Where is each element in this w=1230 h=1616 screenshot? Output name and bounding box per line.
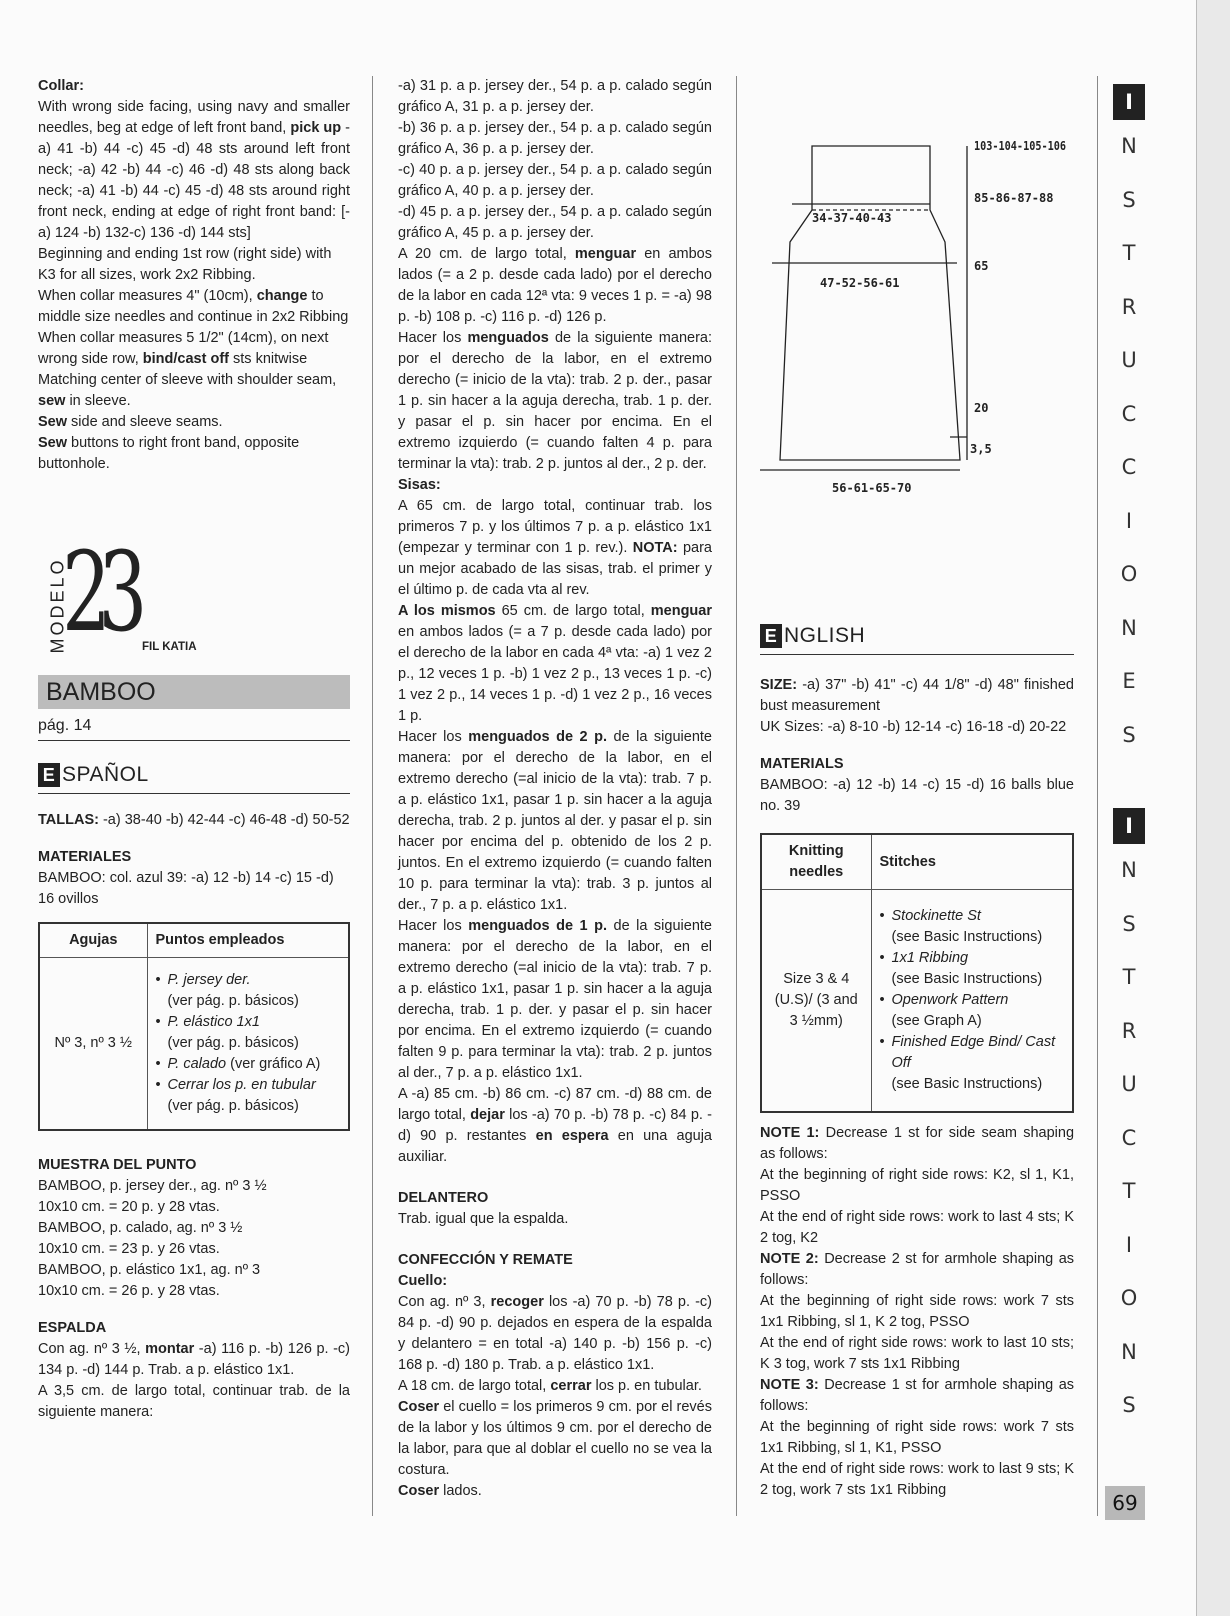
list-item: • Openwork Pattern (see Graph A) [880, 990, 1065, 1032]
dejar-text: A -a) 85 cm. -b) 86 cm. -c) 87 cm. -d) 88 cm. de largo total, dejar los -a) 70 p. -b) 78 p. -c) 84 p. -d) 90 p. restantes en espera en una aguja auxiliar. [398, 1086, 713, 1165]
tab-letter: U [1121, 348, 1137, 372]
page-edge [1196, 0, 1230, 1616]
section-letter: E [38, 763, 60, 787]
note-line: At the beginning of right side rows: K2, sl 1, K1, PSSO [760, 1166, 1074, 1204]
tab-letter: R [1121, 294, 1137, 319]
tab-letter: I [1113, 808, 1145, 844]
side-tab-spanish [1107, 84, 1151, 762]
note-line: At the beginning of right side rows: work 7 sts 1x1 Ribbing, sl 1, K 2 tog, PSSO [760, 1292, 1074, 1330]
espalda-text: A 3,5 cm. de largo total, continuar trab. de la siguiente manera: [38, 1382, 350, 1420]
note-line: At the end of right side rows: work to last 10 sts; K 3 tog, work 7 sts 1x1 Ribbing [760, 1334, 1074, 1372]
muestra-line: 10x10 cm. = 20 p. y 28 vtas. [38, 1198, 220, 1215]
stitch-list [880, 906, 1065, 1095]
pattern-line: -c) 40 p. a p. jersey der., 54 p. a p. calado según gráfico A, 40 p. a p. jersey der. [398, 162, 712, 199]
coser-text: Coser el cuello = los primeros 9 cm. por el revés de la labor y los últimos 9 cm. por el derecho de la labor, para que al doblar el cuello no se vea la costura. [398, 1399, 712, 1478]
table-cell [871, 890, 1073, 1112]
tab-letter: S [1122, 1393, 1136, 1417]
tab-letter: O [1120, 1286, 1138, 1310]
collar-heading: Collar: [38, 78, 84, 94]
tab-letter: S [1122, 722, 1136, 747]
top-width-label: 103-104-105-106 [974, 139, 1067, 154]
note-line: At the end of right side rows: work to last 9 sts; K 2 tog, work 7 sts 1x1 Ribbing [760, 1460, 1074, 1498]
espalda-text: Con ag. nº 3 ½, montar -a) 116 p. -b) 126 p. -c) 134 p. -d) 144 p. Trab. a p. elástico 1x1. [38, 1340, 350, 1378]
collar-paragraph: When collar measures 4" (10cm), change to middle size needles and continue in 2x2 Ribbing [38, 288, 349, 325]
neck-width-label: 34-37-40-43 [812, 211, 892, 225]
table-header: Stitches [871, 834, 1073, 890]
yarn-title-bar: BAMBOO [38, 675, 350, 709]
muestra-line: BAMBOO, p. calado, ag. nº 3 ½ [38, 1219, 243, 1236]
tab-letter: O [1120, 562, 1138, 586]
sisas-text: A 65 cm. de largo total, continuar trab. los primeros 7 p. y los últimos 7 p. a p. elástico 1x1 (empezar y terminar con 1 p. rev.). NOTA: para un mejor acabado de las sisas, trab. el primer y el último p. de cada vta al rev. [398, 498, 713, 598]
tab-letter: N [1121, 858, 1137, 882]
tab-letter: I [1113, 84, 1145, 120]
collar-paragraph: Matching center of sleeve with shoulder seam, [38, 372, 337, 388]
tab-letter: C [1121, 455, 1137, 479]
confeccion-heading: CONFECCIÓN Y REMATE [398, 1252, 573, 1268]
collar-paragraph: Sew side and sleeve seams. [38, 414, 223, 430]
table-cell: Size 3 & 4 (U.S)/ (3 and 3 ½mm) [761, 890, 871, 1112]
divider [38, 793, 350, 794]
modelo-label: MODELO [47, 557, 68, 654]
tab-letter: T [1122, 1179, 1136, 1203]
list-item: • P. calado (ver gráfico A) [156, 1054, 341, 1075]
list-item: • 1x1 Ribbing (see Basic Instructions) [880, 948, 1065, 990]
tab-letter: T [1122, 241, 1136, 265]
side-tab-english [1107, 808, 1151, 1433]
tab-letter: S [1122, 911, 1136, 936]
menguados-1-text: Hacer los menguados de 1 p. de la siguiente manera: por el derecho de la labor, en el extremo derecho (=al inicio de la vta): trab. 7 p. a p. elástico 1x1, pasar 1 p. sin hacer a la aguja derecha, trab. 1 p. der. y pasar el p. sin hacer por encima. En el extremo izquierdo (= cuando falten 9 p. para terminar la vta): trab. 2 p. juntos al der., 7 p. a p. elástico 1x1. [398, 918, 712, 1081]
tab-letter: I [1125, 508, 1133, 533]
english-section-title: E NGLISH [760, 624, 1074, 648]
tab-letter: C [1121, 401, 1137, 426]
tab-letter: N [1121, 615, 1137, 640]
table-header: Agujas [39, 923, 147, 958]
materiales-text: BAMBOO: col. azul 39: -a) 12 -b) 14 -c) 15 -d) 16 ovillos [38, 870, 334, 907]
muestra-line: BAMBOO, p. elástico 1x1, ag. nº 3 [38, 1261, 261, 1278]
middle-column [398, 76, 712, 1502]
muestra-line: 10x10 cm. = 23 p. y 26 vtas. [38, 1240, 220, 1257]
page-reference: pág. 14 [38, 715, 350, 741]
tab-letter: I [1125, 1232, 1133, 1257]
left-column [38, 76, 350, 1423]
muestra-heading: MUESTRA DEL PUNTO [38, 1156, 197, 1173]
side-height-label: 20 [974, 401, 989, 415]
list-item: • P. jersey der. (ver pág. p. básicos) [156, 970, 341, 1012]
muestra-line: 10x10 cm. = 26 p. y 28 vtas. [38, 1282, 220, 1299]
column-rule [372, 76, 373, 1516]
rib-height-label: 3,5 [970, 442, 992, 456]
cuello-heading: Cuello: [398, 1273, 448, 1289]
column-rule [1097, 76, 1098, 1516]
cerrar-text: A 18 cm. de largo total, cerrar los p. en tubular. [398, 1378, 702, 1394]
note-2: NOTE 2: Decrease 2 st for armhole shaping as follows: [760, 1250, 1075, 1288]
menguados-text: Hacer los menguados de la siguiente manera: por el derecho de la labor, en el extremo derecho (= inicio de la vta): trab. 2 p. der., pasar 1 p. sin hacer a la aguja derecha, trab. 1 p. der. y pasar el p. sin hacer por encima. En el extremo izquierdo (= cuando falten 4 p. para terminar la vta): trab. 2 p. juntos al der., 2 p. der. [398, 330, 712, 472]
brand-label: FIL KATIA [142, 641, 197, 653]
stitch-list [156, 970, 341, 1117]
needles-table-en [760, 833, 1074, 1113]
spanish-section-title: E SPAÑOL [38, 763, 350, 787]
tab-letter: U [1121, 1072, 1137, 1096]
materials-text: BAMBOO: -a) 12 -b) 14 -c) 15 -d) 16 balls blue no. 39 [760, 777, 1074, 814]
cuello-text: Con ag. nº 3, recoger los -a) 70 p. -b) 78 p. -c) 84 p. -d) 90 p. dejados en espera de la espalda y delantero = en total -a) 140 p. -b) 156 p. -c) 168 p. -d) 180 p. Trab. a p. elástico 1x1. [398, 1294, 713, 1373]
right-column [760, 612, 1074, 1501]
materials-heading: MATERIALS [760, 756, 844, 772]
table-cell [147, 958, 349, 1130]
pattern-line: -d) 45 p. a p. jersey der., 54 p. a p. calado según gráfico A, 45 p. a p. jersey der. [398, 204, 712, 241]
armhole-height-label: 65 [974, 259, 989, 273]
note-line: At the end of right side rows: work to last 4 sts; K 2 tog, K2 [760, 1208, 1074, 1246]
chest-width-label: 47-52-56-61 [820, 276, 900, 290]
tallas-text: TALLAS: -a) 38-40 -b) 42-44 -c) 46-48 -d) 50-52 [38, 812, 350, 828]
collar-paragraph: Beginning and ending 1st row (right side) with K3 for all sizes, work 2x2 Ribbing. [38, 246, 332, 283]
list-item: • Finished Edge Bind/ Cast Off (see Basic Instructions) [880, 1032, 1065, 1095]
espalda-heading: ESPALDA [38, 1319, 107, 1336]
model-number: 23 [62, 528, 135, 656]
column-rule [736, 76, 737, 1516]
table-header: Knitting needles [761, 834, 871, 890]
tab-letter: C [1121, 1125, 1137, 1150]
table-header: Puntos empleados [147, 923, 349, 958]
note-1: NOTE 1: Decrease 1 st for side seam shaping as follows: [760, 1124, 1075, 1162]
tab-letter: N [1121, 134, 1137, 158]
note-3: NOTE 3: Decrease 1 st for armhole shaping as follows: [760, 1376, 1075, 1414]
pattern-line: -a) 31 p. a p. jersey der., 54 p. a p. calado según gráfico A, 31 p. a p. jersey der. [398, 78, 712, 115]
note-line: At the beginning of right side rows: work 7 sts 1x1 Ribbing, sl 1, K1, PSSO [760, 1418, 1074, 1456]
delantero-text: Trab. igual que la espalda. [398, 1211, 569, 1227]
muestra-line: BAMBOO, p. jersey der., ag. nº 3 ½ [38, 1177, 267, 1194]
page-number: 69 [1105, 1486, 1145, 1520]
model-header [38, 528, 350, 675]
collar-paragraph: sew in sleeve. [38, 393, 131, 409]
size-text: SIZE: -a) 37" -b) 41" -c) 44 1/8" -d) 48" finished bust measurement [760, 677, 1074, 714]
uk-sizes-text: UK Sizes: -a) 8-10 -b) 12-14 -c) 16-18 -d) 20-22 [760, 719, 1067, 735]
table-cell: Nº 3, nº 3 ½ [39, 958, 147, 1130]
coser-text: Coser lados. [398, 1483, 482, 1499]
tab-letter: T [1122, 965, 1136, 989]
tab-letter: R [1121, 1018, 1137, 1043]
collar-paragraph: When collar measures 5 1/2" (14cm), on next wrong side row, bind/cast off sts knitwise [38, 330, 329, 367]
list-item: • P. elástico 1x1 (ver pág. p. básicos) [156, 1012, 341, 1054]
collar-paragraph: Sew buttons to right front band, opposite buttonhole. [38, 435, 300, 472]
tab-letter: S [1122, 187, 1136, 212]
garment-outline [780, 146, 960, 460]
mismos-text: A los mismos 65 cm. de largo total, menguar en ambos lados (= a 7 p. desde cada lado) por el derecho de la labor en cada 4ª vta: -a) 1 vez 2 p., 12 veces 1 p. -b) 1 vez 2 p., 13 veces 1 p. -c) 1 vez 2 p., 14 veces 1 p. -d) 1 vez 2 p., 16 veces 1 p. [398, 603, 712, 724]
materiales-heading: MATERIALES [38, 849, 132, 865]
delantero-heading: DELANTERO [398, 1190, 489, 1206]
menguar-text: A 20 cm. de largo total, menguar en ambos lados (= a 2 p. desde cada lado) por el derecho de la labor en cada 12ª vta: 9 veces 1 p. = -a) 98 p. -b) 108 p. -c) 116 p. -d) 126 p. [398, 246, 712, 325]
sisas-heading: Sisas: [398, 477, 441, 493]
garment-diagram [760, 130, 1090, 510]
tab-letter: E [1122, 669, 1136, 693]
tab-letter: N [1121, 1339, 1137, 1364]
bottom-width-label: 56-61-65-70 [832, 481, 912, 495]
list-item: • Cerrar los p. en tubular (ver pág. p. básicos) [156, 1075, 341, 1117]
needles-table-es [38, 922, 350, 1131]
pattern-line: -b) 36 p. a p. jersey der., 54 p. a p. calado según gráfico A, 36 p. a p. jersey der. [398, 120, 712, 157]
divider [760, 654, 1074, 655]
menguados-2-text: Hacer los menguados de 2 p. de la siguiente manera: por el derecho de la labor, en el extremo derecho (=al inicio de la vta): trab. 7 p. a p. elástico 1x1, pasar 1 p. sin hacer a la aguja derecha, trab. 2 p. juntos al der. y pasar el p. sin hacer por encima del p. obtenido de los 2 p. juntos. En el extremo izquierdo (= cuando falten 10 p. para terminar la vta): trab. 3 p. juntos al der., 7 p. a p. elástico 1x1. [398, 729, 712, 913]
section-letter: E [760, 624, 782, 648]
yoke-height-label: 85-86-87-88 [974, 191, 1054, 205]
collar-paragraph: With wrong side facing, using navy and smaller needles, beg at edge of left front band, pick up -a) 41 -b) 44 -c) 45 -d) 48 sts around left front neck; -a) 42 -b) 44 -c) 46 -d) 48 sts along back neck; -a) 41 -b) 44 -c) 45 -d) 48 sts around right front neck, ending at edge of right front band: [-a) 124 -b) 132-c) 136 -d) 144 sts] [38, 99, 351, 241]
list-item: • Stockinette St (see Basic Instructions) [880, 906, 1065, 948]
